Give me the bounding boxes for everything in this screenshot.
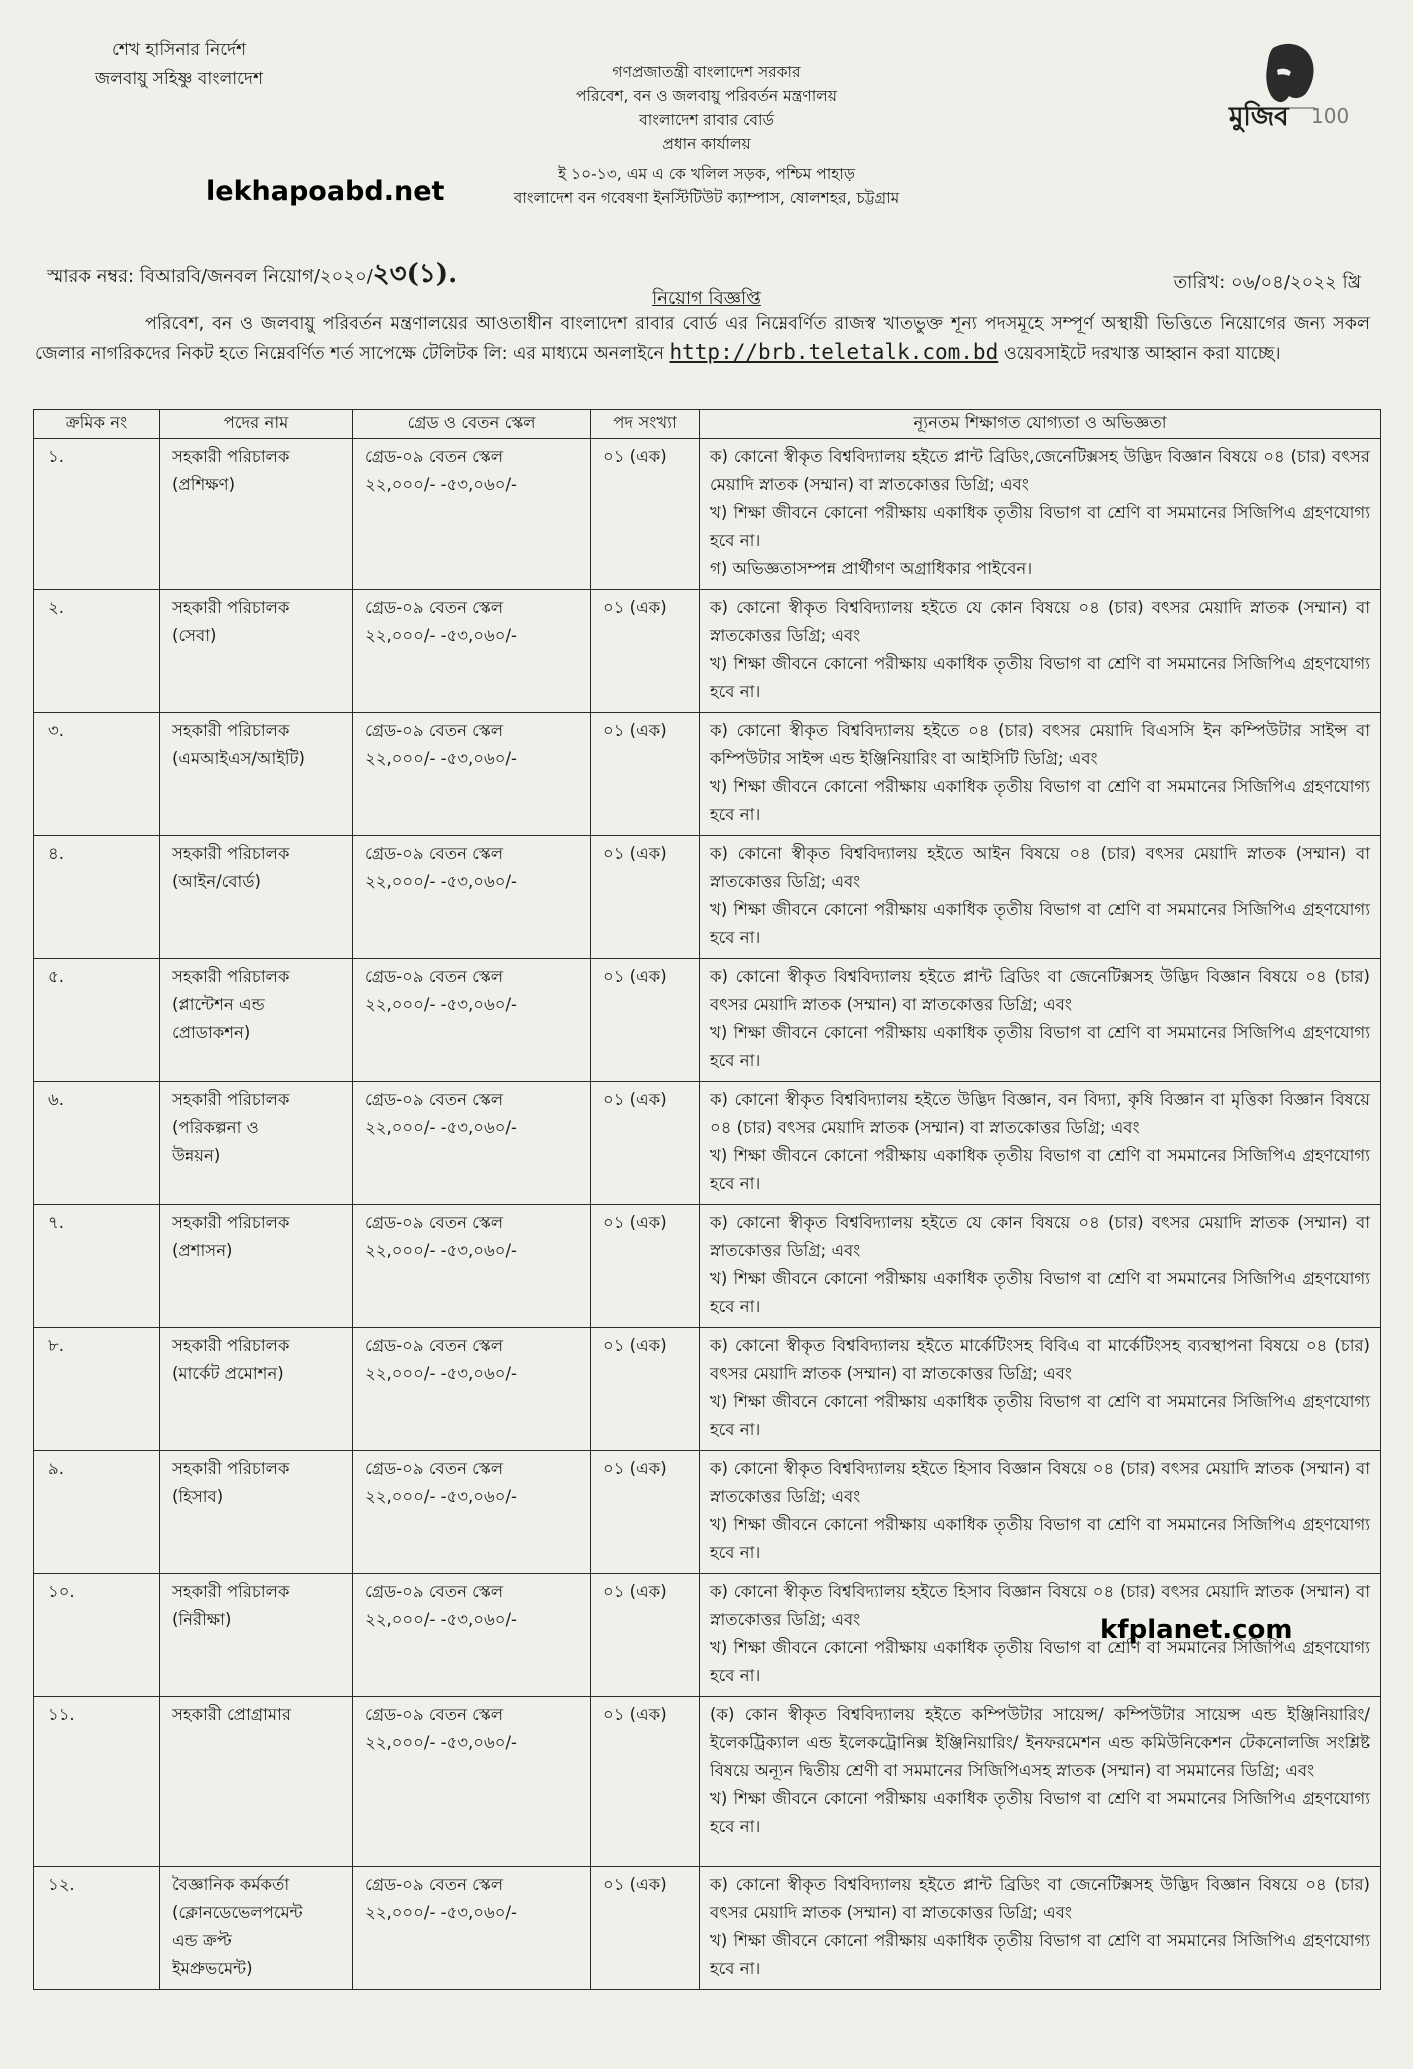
post-name-line: সহকারী পরিচালক bbox=[172, 967, 290, 986]
grade-line: গ্রেড-০৯ বেতন স্কেল bbox=[365, 967, 504, 986]
vacancy-cell: ০১ (এক) bbox=[591, 439, 700, 590]
grade-line: গ্রেড-০৯ বেতন স্কেল bbox=[365, 721, 504, 740]
post-name-line: সহকারী প্রোগ্রামার bbox=[172, 1705, 291, 1724]
memo-handwritten-number: ২৩(১). bbox=[372, 259, 458, 289]
qualification-line: ক) কোনো স্বীকৃত বিশ্ববিদ্যালয় হইতে মার্কেটিংসহ বিবিএ বা মার্কেটিংসহ ব্যবস্থাপনা বিষয়ে ০৪ (চার) বৎসর মেয়াদি স্নাতক (সম্মান) বা স্নাতকোত্তর ডিগ্রি; এবং bbox=[710, 1336, 1370, 1383]
header-post: পদের নাম bbox=[160, 410, 353, 439]
qualification-line: ক) কোনো স্বীকৃত বিশ্ববিদ্যালয় হইতে হিসাব বিজ্ঞান বিষয়ে ০৪ (চার) বৎসর মেয়াদি স্নাতক (সম্মান) বা স্নাতকোত্তর ডিগ্রি; এবং bbox=[710, 1459, 1370, 1506]
vacancy-cell: ০১ (এক) bbox=[591, 836, 700, 959]
grade-line: গ্রেড-০৯ বেতন স্কেল bbox=[365, 1582, 504, 1601]
qualification-line: ক) কোনো স্বীকৃত বিশ্ববিদ্যালয় হইতে যে কোন বিষয়ে ০৪ (চার) বৎসর মেয়াদি স্নাতক (সম্মান) বা স্নাতকোত্তর ডিগ্রি; এবং bbox=[710, 598, 1370, 645]
grade-line: গ্রেড-০৯ বেতন স্কেল bbox=[365, 1459, 504, 1478]
post-name-line: সহকারী পরিচালক bbox=[172, 1582, 290, 1601]
vacancy-cell: ০১ (এক) bbox=[591, 1697, 700, 1867]
table-row bbox=[34, 1697, 1381, 1867]
qualification-line: (ক) কোন স্বীকৃত বিশ্ববিদ্যালয় হইতে কম্পিউটার সায়েন্স/ কম্পিউটার সায়েন্স এন্ড ইঞ্জিনিয়ারিং/ ইলেকট্রিক্যাল এন্ড ইলেকট্রোনিক্স ইঞ্জিনিয়ারিং/ ইনফরমেশন এন্ড কমিউনিকেশন টেকনোলজি সংশ্লিষ্ট বিষয়ে অন্যূন দ্বিতীয় শ্রেণী বা সমমানের সিজিপিএসহ স্নাতক (সম্মান) বা সমমানের ডিগ্রি; এবং bbox=[710, 1705, 1370, 1780]
logo-sub: 100 bbox=[1311, 104, 1350, 128]
qualification-line: খ) শিক্ষা জীবনে কোনো পরীক্ষায় একাধিক তৃতীয় বিভাগ বা শ্রেণি বা সমমানের সিজিপিএ গ্রহণযোগ্য হবে না। bbox=[710, 1515, 1370, 1562]
table-row bbox=[34, 959, 1381, 1082]
serial-cell: ১. bbox=[34, 439, 160, 590]
intro-text-end: ওয়েবসাইটে দরখাস্ত আহ্বান করা যাচ্ছে। bbox=[1003, 344, 1281, 364]
post-cell bbox=[160, 439, 353, 590]
vacancy-cell: ০১ (এক) bbox=[591, 590, 700, 713]
vacancy-cell: ০১ (এক) bbox=[591, 1328, 700, 1451]
memo-label: স্মারক নম্বর: বিআরবি/জনবল নিয়োগ/২০২০/ bbox=[47, 266, 373, 287]
post-cell bbox=[160, 959, 353, 1082]
qualification-cell bbox=[700, 1082, 1381, 1205]
table-header-row bbox=[34, 410, 1381, 439]
qualification-line: খ) শিক্ষা জীবনে কোনো পরীক্ষায় একাধিক তৃতীয় বিভাগ বা শ্রেণি বা সমমানের সিজিপিএ গ্রহণযোগ্য হবে না। bbox=[710, 1789, 1370, 1836]
table-body bbox=[34, 439, 1381, 1990]
grade-line: ২২,০০০/- -৫৩,০৬০/- bbox=[365, 1903, 517, 1922]
vacancy-cell: ০১ (এক) bbox=[591, 1451, 700, 1574]
qualification-cell bbox=[700, 1451, 1381, 1574]
post-name-line: (প্রশিক্ষণ) bbox=[172, 475, 236, 494]
grade-cell bbox=[353, 959, 591, 1082]
grade-line: ২২,০০০/- -৫৩,০৬০/- bbox=[365, 1241, 517, 1260]
grade-line: ২২,০০০/- -৫৩,০৬০/- bbox=[365, 1733, 517, 1752]
post-cell bbox=[160, 836, 353, 959]
post-name-line: সহকারী পরিচালক bbox=[172, 844, 290, 863]
issue-date: তারিখ: ০৬/০৪/২০২২ খ্রি bbox=[1173, 272, 1361, 293]
post-cell bbox=[160, 1574, 353, 1697]
table-row bbox=[34, 713, 1381, 836]
serial-cell: ১০. bbox=[34, 1574, 160, 1697]
grade-cell bbox=[353, 836, 591, 959]
qualification-line: ক) কোনো স্বীকৃত বিশ্ববিদ্যালয় হইতে ০৪ (চার) বৎসর মেয়াদি বিএসসি ইন কম্পিউটার সাইন্স বা কম্পিউটার সাইন্স এন্ড ইঞ্জিনিয়ারিং বা আইসিটি ডিগ্রি; এবং bbox=[710, 721, 1370, 768]
post-name-line: সহকারী পরিচালক bbox=[172, 598, 290, 617]
grade-line: ২২,০০০/- -৫৩,০৬০/- bbox=[365, 1118, 517, 1137]
grade-cell bbox=[353, 713, 591, 836]
grade-line: ২২,০০০/- -৫৩,০৬০/- bbox=[365, 475, 517, 494]
serial-cell: ৯. bbox=[34, 1451, 160, 1574]
qualification-line: ক) কোনো স্বীকৃত বিশ্ববিদ্যালয় হইতে উদ্ভিদ বিজ্ঞান, বন বিদ্যা, কৃষি বিজ্ঞান বা মৃত্তিকা বিজ্ঞান বিষয়ে ০৪ (চার) বৎসর মেয়াদি স্নাতক (সম্মান) বা স্নাতকোত্তর ডিগ্রি; এবং bbox=[710, 1090, 1370, 1137]
watermark-bottom: kfplanet.com bbox=[1100, 1615, 1293, 1645]
grade-cell bbox=[353, 590, 591, 713]
qualification-cell bbox=[700, 836, 1381, 959]
post-cell bbox=[160, 1697, 353, 1867]
post-name-line: এন্ড ক্রপ্ট bbox=[172, 1931, 232, 1950]
grade-line: গ্রেড-০৯ বেতন স্কেল bbox=[365, 1875, 504, 1894]
qualification-line: খ) শিক্ষা জীবনে কোনো পরীক্ষায় একাধিক তৃতীয় বিভাগ বা শ্রেণি বা সমমানের সিজিপিএ গ্রহণযোগ্য হবে না। bbox=[710, 1023, 1370, 1070]
qualification-line: খ) শিক্ষা জীবনে কোনো পরীক্ষায় একাধিক তৃতীয় বিভাগ বা শ্রেণি বা সমমানের সিজিপিএ গ্রহণযোগ্য হবে না। bbox=[710, 1146, 1370, 1193]
post-name-line: বৈজ্ঞানিক কর্মকর্তা bbox=[172, 1875, 290, 1894]
intro-text: পরিবেশ, বন ও জলবায়ু পরিবর্তন মন্ত্রণালয়ের আওতাধীন বাংলাদেশ রাবার বোর্ড এর নিম্নেবর্ণিত রাজস্ব খাতভুক্ত শূন্য পদসমূহে সম্পূর্ণ অস্থায়ী ভিত্তিতে নিয়োগের জন্য সকল জেলার নাগরিকদের নিকট হতে নিম্নেবর্ণিত শর্ত সাপেক্ষে টেলিটক লি: এর মাধ্যমে অনলাইনে bbox=[35, 314, 1370, 364]
grade-line: ২২,০০০/- -৫৩,০৬০/- bbox=[365, 626, 517, 645]
qualification-cell bbox=[700, 1328, 1381, 1451]
grade-line: ২২,০০০/- -৫৩,০৬০/- bbox=[365, 872, 517, 891]
grade-line: ২২,০০০/- -৫৩,০৬০/- bbox=[365, 1610, 517, 1629]
grade-cell bbox=[353, 1697, 591, 1867]
post-name-line: সহকারী পরিচালক bbox=[172, 1090, 290, 1109]
qualification-line: ক) কোনো স্বীকৃত বিশ্ববিদ্যালয় হইতে প্লান্ট ব্রিডিং বা জেনেটিক্সসহ উদ্ভিদ বিজ্ঞান বিষয়ে ০৪ (চার) বৎসর মেয়াদি স্নাতক (সম্মান) বা স্নাতকোত্তর ডিগ্রি; এবং bbox=[710, 1875, 1370, 1922]
post-cell bbox=[160, 713, 353, 836]
post-cell bbox=[160, 1328, 353, 1451]
serial-cell: ৩. bbox=[34, 713, 160, 836]
qualification-line: ক) কোনো স্বীকৃত বিশ্ববিদ্যালয় হইতে যে কোন বিষয়ে ০৪ (চার) বৎসর মেয়াদি স্নাতক (সম্মান) বা স্নাতকোত্তর ডিগ্রি; এবং bbox=[710, 1213, 1370, 1260]
header-serial: ক্রমিক নং bbox=[34, 410, 160, 439]
table-row bbox=[34, 1082, 1381, 1205]
qualification-line: ক) কোনো স্বীকৃত বিশ্ববিদ্যালয় হইতে হিসাব বিজ্ঞান বিষয়ে ০৪ (চার) বৎসর মেয়াদি স্নাতক (সম্মান) বা স্নাতকোত্তর ডিগ্রি; এবং bbox=[710, 1582, 1370, 1629]
qualification-line: খ) শিক্ষা জীবনে কোনো পরীক্ষায় একাধিক তৃতীয় বিভাগ বা শ্রেণি বা সমমানের সিজিপিএ গ্রহণযোগ্য হবে না। bbox=[710, 777, 1370, 824]
grade-line: ২২,০০০/- -৫৩,০৬০/- bbox=[365, 1364, 517, 1383]
grade-line: গ্রেড-০৯ বেতন স্কেল bbox=[365, 844, 504, 863]
serial-cell: ৭. bbox=[34, 1205, 160, 1328]
serial-cell: ১২. bbox=[34, 1867, 160, 1990]
post-name-line: সহকারী পরিচালক bbox=[172, 1336, 290, 1355]
govt-line: গণপ্রজাতন্ত্রী বাংলাদেশ সরকার bbox=[612, 63, 801, 81]
grade-line: ২২,০০০/- -৫৩,০৬০/- bbox=[365, 995, 517, 1014]
post-cell bbox=[160, 1205, 353, 1328]
vacancy-cell: ০১ (এক) bbox=[591, 1205, 700, 1328]
qualification-cell bbox=[700, 1697, 1381, 1867]
serial-cell: ৫. bbox=[34, 959, 160, 1082]
qualification-line: গ) অভিজ্ঞতাসম্পন্ন প্রার্থীগণ অগ্রাধিকার পাইবেন। bbox=[710, 559, 1033, 578]
post-cell bbox=[160, 1082, 353, 1205]
qualification-line: খ) শিক্ষা জীবনে কোনো পরীক্ষায় একাধিক তৃতীয় বিভাগ বা শ্রেণি বা সমমানের সিজিপিএ গ্রহণযোগ্য হবে না। bbox=[710, 1638, 1370, 1685]
serial-cell: ৬. bbox=[34, 1082, 160, 1205]
post-name-line: উন্নয়ন) bbox=[172, 1146, 221, 1165]
grade-line: গ্রেড-০৯ বেতন স্কেল bbox=[365, 1213, 504, 1232]
qualification-line: খ) শিক্ষা জীবনে কোনো পরীক্ষায় একাধিক তৃতীয় বিভাগ বা শ্রেণি বা সমমানের সিজিপিএ গ্রহণযোগ্য হবে না। bbox=[710, 1931, 1370, 1978]
table-row bbox=[34, 1205, 1381, 1328]
grade-line: গ্রেড-০৯ বেতন স্কেল bbox=[365, 1705, 504, 1724]
table-row bbox=[34, 590, 1381, 713]
qualification-line: খ) শিক্ষা জীবনে কোনো পরীক্ষায় একাধিক তৃতীয় বিভাগ বা শ্রেণি বা সমমানের সিজিপিএ গ্রহণযোগ্য হবে না। bbox=[710, 1269, 1370, 1316]
table-row bbox=[34, 1328, 1381, 1451]
application-url[interactable]: http://brb.teletalk.com.bd bbox=[669, 340, 999, 364]
notice-title-text: নিয়োগ বিজ্ঞপ্তি bbox=[652, 288, 761, 309]
grade-line: ২২,০০০/- -৫৩,০৬০/- bbox=[365, 1487, 517, 1506]
grade-cell bbox=[353, 439, 591, 590]
slogan-line: শেখ হাসিনার নির্দেশ bbox=[111, 40, 247, 60]
header-qualification: ন্যূনতম শিক্ষাগত যোগ্যতা ও অভিজ্ঞতা bbox=[700, 410, 1381, 439]
grade-line: গ্রেড-০৯ বেতন স্কেল bbox=[365, 598, 504, 617]
post-cell bbox=[160, 1867, 353, 1990]
qualification-line: খ) শিক্ষা জীবনে কোনো পরীক্ষায় একাধিক তৃতীয় বিভাগ বা শ্রেণি বা সমমানের সিজিপিএ গ্রহণযোগ্য হবে না। bbox=[710, 900, 1370, 947]
slogan-line: জলবায়ু সহিষ্ণু বাংলাদেশ bbox=[95, 69, 264, 89]
serial-cell: ৮. bbox=[34, 1328, 160, 1451]
post-name-line: (পরিকল্পনা ও bbox=[172, 1118, 259, 1137]
logo-text: মুজিব bbox=[1229, 102, 1289, 132]
mujib-100-logo bbox=[1215, 38, 1350, 138]
serial-cell: ২. bbox=[34, 590, 160, 713]
govt-line: পরিবেশ, বন ও জলবায়ু পরিবর্তন মন্ত্রণালয় bbox=[576, 87, 837, 105]
post-name-line: (প্লান্টেশন এন্ড bbox=[172, 995, 265, 1014]
post-name-line: সহকারী পরিচালক bbox=[172, 1459, 290, 1478]
post-name-line: (ক্লোনডেভেলপমেন্ট bbox=[172, 1903, 303, 1922]
post-name-line: সহকারী পরিচালক bbox=[172, 721, 290, 740]
post-name-line: (প্রশাসন) bbox=[172, 1241, 233, 1260]
post-name-line: (নিরীক্ষা) bbox=[172, 1610, 232, 1629]
qualification-line: খ) শিক্ষা জীবনে কোনো পরীক্ষায় একাধিক তৃতীয় বিভাগ বা শ্রেণি বা সমমানের সিজিপিএ গ্রহণযোগ্য হবে না। bbox=[710, 503, 1370, 550]
govt-line: বাংলাদেশ রাবার বোর্ড bbox=[639, 111, 774, 129]
qualification-line: ক) কোনো স্বীকৃত বিশ্ববিদ্যালয় হইতে প্লান্ট ব্রিডিং বা জেনেটিক্সসহ উদ্ভিদ বিজ্ঞান বিষয়ে ০৪ (চার) বৎসর মেয়াদি স্নাতক (সম্মান) বা স্নাতকোত্তর ডিগ্রি; এবং bbox=[710, 967, 1370, 1014]
serial-cell: ৪. bbox=[34, 836, 160, 959]
post-name-line: (মার্কেট প্রমোশন) bbox=[172, 1364, 284, 1383]
qualification-line: ক) কোনো স্বীকৃত বিশ্ববিদ্যালয় হইতে প্লান্ট ব্রিডিং,জেনেটিক্সসহ উদ্ভিদ বিজ্ঞান বিষয়ে ০৪ (চার) বৎসর মেয়াদি স্নাতক (সম্মান) বা স্নাতকোত্তর ডিগ্রি; এবং bbox=[710, 447, 1370, 494]
vacancy-cell: ০১ (এক) bbox=[591, 1867, 700, 1990]
vacancy-table bbox=[33, 409, 1381, 1990]
qualification-line: খ) শিক্ষা জীবনে কোনো পরীক্ষায় একাধিক তৃতীয় বিভাগ বা শ্রেণি বা সমমানের সিজিপিএ গ্রহণযোগ্য হবে না। bbox=[710, 654, 1370, 701]
qualification-line: খ) শিক্ষা জীবনে কোনো পরীক্ষায় একাধিক তৃতীয় বিভাগ বা শ্রেণি বা সমমানের সিজিপিএ গ্রহণযোগ্য হবে না। bbox=[710, 1392, 1370, 1439]
vacancy-cell: ০১ (এক) bbox=[591, 1574, 700, 1697]
grade-cell bbox=[353, 1574, 591, 1697]
post-name-line: (সেবা) bbox=[172, 626, 217, 645]
qualification-cell bbox=[700, 590, 1381, 713]
table-row bbox=[34, 1867, 1381, 1990]
intro-paragraph bbox=[35, 310, 1370, 368]
qualification-line: ক) কোনো স্বীকৃত বিশ্ববিদ্যালয় হইতে আইন বিষয়ে ০৪ (চার) বৎসর মেয়াদি স্নাতক (সম্মান) বা স্নাতকোত্তর ডিগ্রি; এবং bbox=[710, 844, 1370, 891]
header-grade: গ্রেড ও বেতন স্কেল bbox=[353, 410, 591, 439]
qualification-cell bbox=[700, 439, 1381, 590]
watermark-top: lekhapoabd.net bbox=[206, 176, 445, 207]
table-row bbox=[34, 1451, 1381, 1574]
qualification-cell bbox=[700, 1205, 1381, 1328]
post-name-line: (হিসাব) bbox=[172, 1487, 224, 1506]
qualification-cell bbox=[700, 713, 1381, 836]
govt-line: প্রধান কার্যালয় bbox=[662, 135, 751, 153]
grade-line: গ্রেড-০৯ বেতন স্কেল bbox=[365, 447, 504, 466]
grade-cell bbox=[353, 1867, 591, 1990]
post-name-line: প্রোডাকশন) bbox=[172, 1023, 251, 1042]
vacancy-cell: ০১ (এক) bbox=[591, 1082, 700, 1205]
grade-line: ২২,০০০/- -৫৩,০৬০/- bbox=[365, 749, 517, 768]
grade-cell bbox=[353, 1328, 591, 1451]
grade-cell bbox=[353, 1082, 591, 1205]
govt-line: বাংলাদেশ বন গবেষণা ইনস্টিটিউট ক্যাম্পাস, ষোলশহর, চট্টগ্রাম bbox=[513, 189, 900, 207]
post-name-line: (এমআইএস/আইটি) bbox=[172, 749, 305, 768]
qualification-cell bbox=[700, 1867, 1381, 1990]
grade-cell bbox=[353, 1451, 591, 1574]
post-name-line: সহকারী পরিচালক bbox=[172, 447, 290, 466]
qualification-cell bbox=[700, 959, 1381, 1082]
table-row bbox=[34, 439, 1381, 590]
vacancy-cell: ০১ (এক) bbox=[591, 959, 700, 1082]
post-cell bbox=[160, 1451, 353, 1574]
grade-line: গ্রেড-০৯ বেতন স্কেল bbox=[365, 1090, 504, 1109]
header-vacancy: পদ সংখ্যা bbox=[591, 410, 700, 439]
govt-line: ই ১০-১৩, এম এ কে খলিল সড়ক, পশ্চিম পাহাড় bbox=[558, 165, 855, 183]
grade-line: গ্রেড-০৯ বেতন স্কেল bbox=[365, 1336, 504, 1355]
vacancy-cell: ০১ (এক) bbox=[591, 713, 700, 836]
post-name-line: সহকারী পরিচালক bbox=[172, 1213, 290, 1232]
table-row bbox=[34, 836, 1381, 959]
post-name-line: ইমপ্রুভমেন্ট) bbox=[172, 1959, 253, 1978]
grade-cell bbox=[353, 1205, 591, 1328]
post-name-line: (আইন/বোর্ড) bbox=[172, 872, 261, 891]
serial-cell: ১১. bbox=[34, 1697, 160, 1867]
post-cell bbox=[160, 590, 353, 713]
